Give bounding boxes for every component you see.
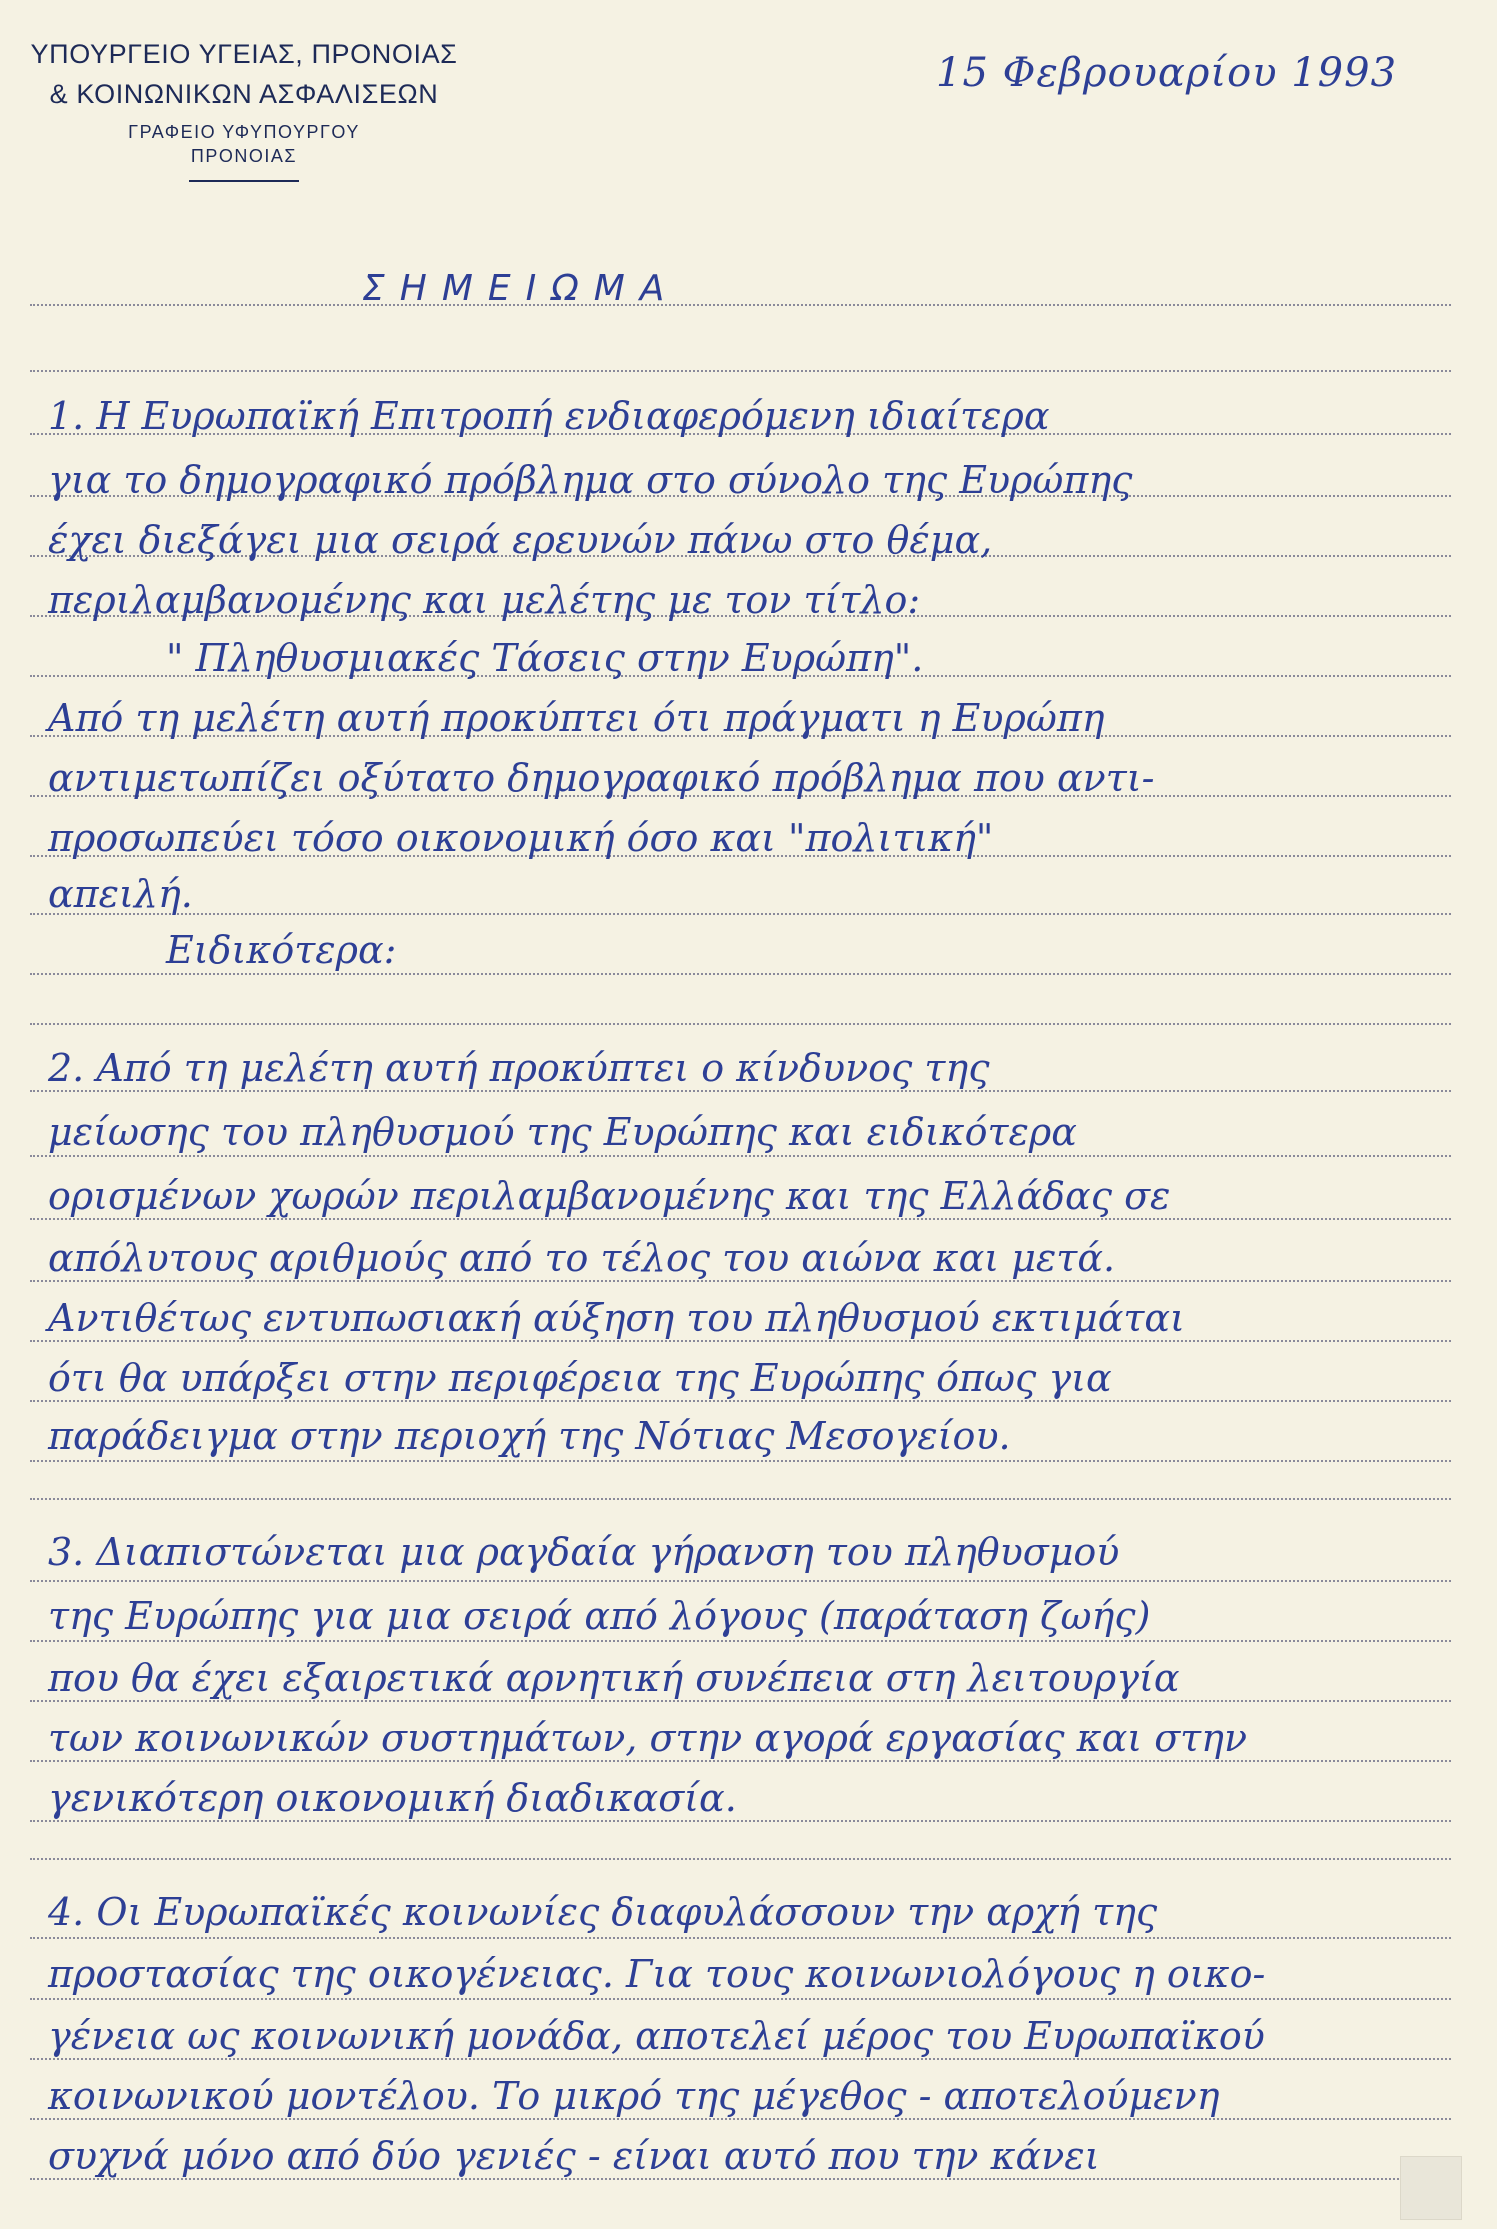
paragraph-4-line: κοινωνικού μοντέλου. Το μικρό της μέγεθος - αποτελούμενη (48, 2074, 1220, 2118)
paragraph-4-line: γένεια ως κοινωνική μονάδα, αποτελεί μέρος του Ευρωπαϊκού (48, 2014, 1265, 2058)
paragraph-2-line: παράδειγμα στην περιοχή της Νότιας Μεσογείου. (48, 1414, 1011, 1458)
ruled-line (30, 1820, 1451, 1822)
ruled-line (30, 1090, 1451, 1092)
ruled-line (30, 973, 1451, 975)
ministry-name-line1: ΥΠΟΥΡΓΕΙΟ ΥΓΕΙΑΣ, ΠΡΟΝΟΙΑΣ (30, 39, 458, 69)
ruled-line (30, 1498, 1451, 1500)
paragraph-3-line: των κοινωνικών συστημάτων, στην αγορά εργασίας και στην (48, 1716, 1248, 1760)
ruled-line (30, 304, 1451, 306)
paragraph-1-line: προσωπεύει τόσο οικονομική όσο και "πολιτική" (48, 816, 994, 860)
document-date: 15 Φεβρουαρίου 1993 (936, 50, 1398, 96)
paragraph-4-line: 4. Οι Ευρωπαϊκές κοινωνίες διαφυλάσσουν την αρχή της (48, 1890, 1158, 1934)
document-title: ΣΗΜΕΙΩΜΑ (362, 268, 680, 309)
paragraph-3-line: 3. Διαπιστώνεται μια ραγδαία γήρανση του πληθυσμού (48, 1530, 1120, 1574)
ruled-line (30, 1340, 1451, 1342)
paragraph-1-line: περιλαμβανομένης και μελέτης με τον τίτλο: (48, 578, 921, 622)
paragraph-1-line: για το δημογραφικό πρόβλημα στο σύνολο της Ευρώπης (48, 458, 1133, 502)
letterhead (24, 34, 464, 182)
ruled-line (30, 1023, 1451, 1025)
ruled-line (30, 2118, 1451, 2120)
office-name-line1: ΓΡΑΦΕΙΟ ΥΦΥΠΟΥΡΓΟΥ (128, 122, 360, 142)
ruled-line (30, 1460, 1451, 1462)
paragraph-2-line: απόλυτους αριθμούς από το τέλος του αιώνα και μετά. (48, 1236, 1116, 1280)
paragraph-3-line: γενικότερη οικονομική διαδικασία. (48, 1776, 737, 1820)
office-name-line2: ΠΡΟΝΟΙΑΣ (190, 146, 298, 166)
paragraph-2-line: μείωσης του πληθυσμού της Ευρώπης και ειδικότερα (48, 1110, 1077, 1154)
paragraph-1-line: Από τη μελέτη αυτή προκύπτει ότι πράγματι η Ευρώπη (48, 696, 1105, 740)
ruled-line (30, 1580, 1451, 1582)
ruled-line (30, 1760, 1451, 1762)
ruled-line (30, 1155, 1451, 1157)
ruled-line (30, 1700, 1451, 1702)
ruled-line (30, 370, 1451, 372)
paragraph-3-line: της Ευρώπης για μια σειρά από λόγους (παράταση ζωής) (48, 1594, 1151, 1638)
specifically-heading: Ειδικότερα: (166, 928, 397, 972)
paragraph-1-line: απειλή. (48, 872, 193, 916)
ruled-line (30, 1400, 1451, 1402)
ruled-line (30, 1280, 1451, 1282)
paragraph-1-line: έχει διεξάγει μια σειρά ερευνών πάνω στο θέμα, (48, 518, 993, 562)
ministry-name-line2: & ΚΟΙΝΩΝΙΚΩΝ ΑΣΦΑΛΙΣΕΩΝ (49, 79, 439, 109)
ruled-line (30, 1998, 1451, 2000)
ruled-line (30, 1858, 1451, 1860)
ruled-line (30, 2178, 1451, 2180)
letterhead-underline (189, 180, 299, 182)
paragraph-2-line: 2. Από τη μελέτη αυτή προκύπτει ο κίνδυνος της (48, 1046, 990, 1090)
paragraph-4-line: προστασίας της οικογένειας. Για τους κοινωνιολόγους η οικο- (48, 1952, 1266, 1996)
archive-stamp-mark (1400, 2156, 1462, 2220)
paragraph-2-line: ορισμένων χωρών περιλαμβανομένης και της Ελλάδας σε (48, 1174, 1171, 1218)
ruled-line (30, 1640, 1451, 1642)
paragraph-1-line: αντιμετωπίζει οξύτατο δημογραφικό πρόβλημα που αντι- (48, 756, 1155, 800)
study-title-line: " Πληθυσμιακές Τάσεις στην Ευρώπη". (166, 636, 924, 680)
paragraph-3-line: που θα έχει εξαιρετικά αρνητική συνέπεια στη λειτουργία (48, 1656, 1180, 1700)
paragraph-4-line: συχνά μόνο από δύο γενιές - είναι αυτό που την κάνει (48, 2134, 1100, 2178)
paragraph-1-line: 1. Η Ευρωπαϊκή Επιτροπή ενδιαφερόμενη ιδιαίτερα (48, 394, 1050, 438)
ruled-line (30, 2058, 1451, 2060)
paragraph-2-line: Αντιθέτως εντυπωσιακή αύξηση του πληθυσμού εκτιμάται (48, 1296, 1185, 1340)
ruled-line (30, 1937, 1451, 1939)
ruled-line (30, 1218, 1451, 1220)
paragraph-2-line: ότι θα υπάρξει στην περιφέρεια της Ευρώπης όπως για (48, 1356, 1112, 1400)
ruled-line (30, 913, 1451, 915)
